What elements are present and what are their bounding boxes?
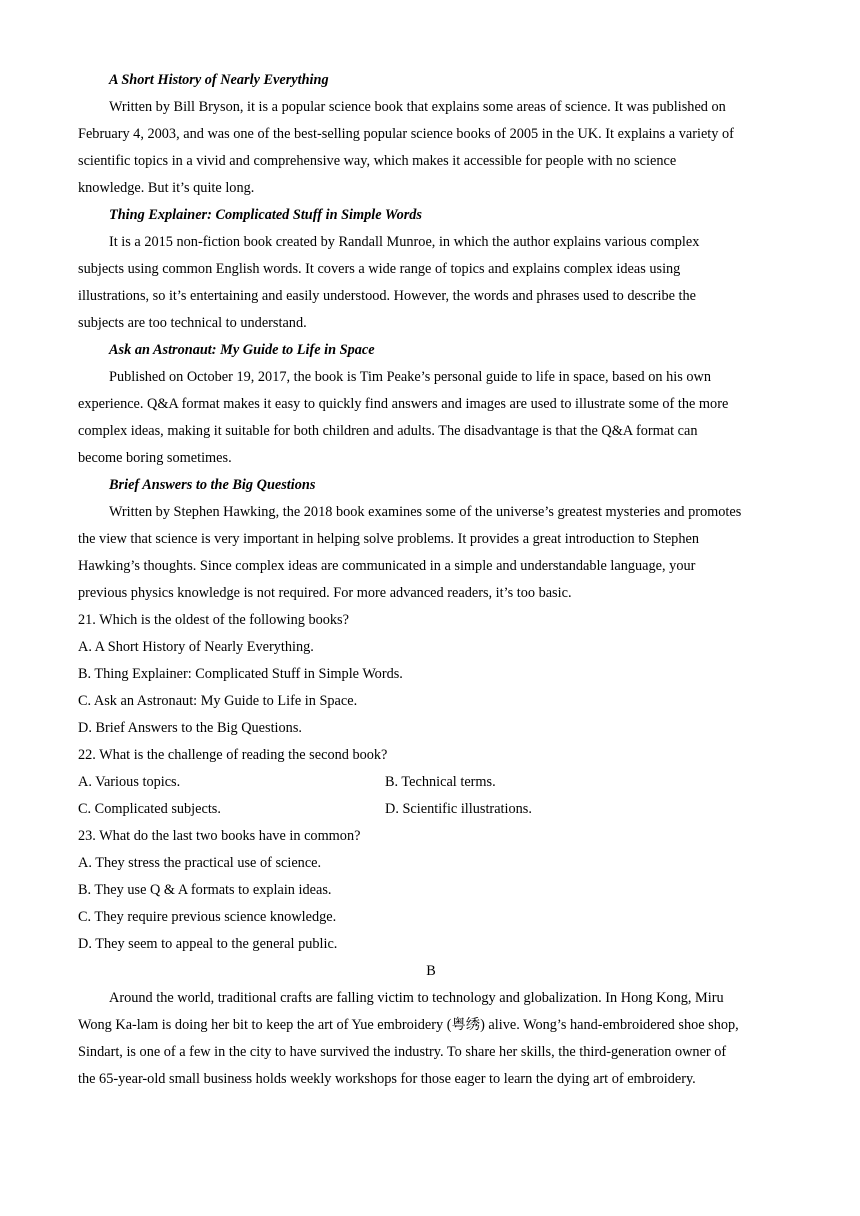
option-21c: C. Ask an Astronaut: My Guide to Life in Space. (78, 693, 358, 709)
paragraph-line: Written by Bill Bryson, it is a popular science book that explains some areas of science. It was published on (109, 99, 726, 115)
question-23: 23. What do the last two books have in common? (78, 828, 361, 844)
paragraph-line: subjects are too technical to understand. (78, 315, 307, 331)
option-22b: B. Technical terms. (385, 774, 496, 790)
option-23b: B. They use Q & A formats to explain ideas. (78, 882, 332, 898)
book-title: Ask an Astronaut: My Guide to Life in Space (109, 342, 375, 358)
paragraph-line: the 65-year-old small business holds weekly workshops for those eager to learn the dying art of embroidery. (78, 1071, 696, 1087)
paragraph-line: February 4, 2003, and was one of the best-selling popular science books of 2005 in the UK. It explains a variety of (78, 126, 734, 142)
paragraph-line: knowledge. But it’s quite long. (78, 180, 255, 196)
question-22: 22. What is the challenge of reading the second book? (78, 747, 388, 763)
paragraph-line: become boring sometimes. (78, 450, 232, 466)
paragraph-line: It is a 2015 non-fiction book created by Randall Munroe, in which the author explains various complex (109, 234, 700, 250)
options-row (78, 769, 784, 796)
paragraph-line: Published on October 19, 2017, the book is Tim Peake’s personal guide to life in space, based on his own (109, 369, 711, 385)
book-title: Brief Answers to the Big Questions (109, 477, 316, 493)
option-22c: C. Complicated subjects. (78, 801, 221, 817)
option-23d: D. They seem to appeal to the general public. (78, 936, 338, 952)
paragraph-line: Written by Stephen Hawking, the 2018 book examines some of the universe’s greatest mysteries and promotes (109, 504, 742, 520)
option-23a: A. They stress the practical use of science. (78, 855, 322, 871)
paragraph-line: experience. Q&A format makes it easy to quickly find answers and images are used to illustrate some of the more (78, 396, 729, 412)
option-22a: A. Various topics. (78, 774, 181, 790)
paragraph-line: complex ideas, making it suitable for both children and adults. The disadvantage is that the Q&A format can (78, 423, 698, 439)
paragraph-line: Sindart, is one of a few in the city to have survived the industry. To share her skills, the third-generation owner of (78, 1044, 727, 1060)
options-row (78, 796, 784, 823)
paragraph-line: scientific topics in a vivid and comprehensive way, which makes it accessible for people with no science (78, 153, 677, 169)
section-heading: B (426, 963, 436, 979)
paragraph-line: Wong Ka-lam is doing her bit to keep the art of Yue embroidery (粤绣) alive. Wong’s hand-embroidered shoe shop, (78, 1017, 739, 1033)
paragraph-line: the view that science is very important in helping solve problems. It provides a great introduction to Stephen (78, 531, 699, 547)
option-23c: C. They require previous science knowledge. (78, 909, 337, 925)
paragraph-line: previous physics knowledge is not required. For more advanced readers, it’s too basic. (78, 585, 572, 601)
document-page (78, 67, 784, 1093)
paragraph-line: Around the world, traditional crafts are falling victim to technology and globalization. In Hong Kong, Miru (109, 990, 724, 1006)
paragraph-line: subjects using common English words. It covers a wide range of topics and explains complex ideas using (78, 261, 681, 277)
paragraph-line: illustrations, so it’s entertaining and easily understood. However, the words and phrases used to describe the (78, 288, 697, 304)
option-21b: B. Thing Explainer: Complicated Stuff in Simple Words. (78, 666, 403, 682)
option-22d: D. Scientific illustrations. (385, 801, 532, 817)
question-21: 21. Which is the oldest of the following books? (78, 612, 349, 628)
book-title: A Short History of Nearly Everything (109, 72, 329, 88)
option-21a: A. A Short History of Nearly Everything. (78, 639, 314, 655)
book-title: Thing Explainer: Complicated Stuff in Simple Words (109, 207, 422, 223)
option-21d: D. Brief Answers to the Big Questions. (78, 720, 302, 736)
paragraph-line: Hawking’s thoughts. Since complex ideas are communicated in a simple and understandable language, your (78, 558, 696, 574)
